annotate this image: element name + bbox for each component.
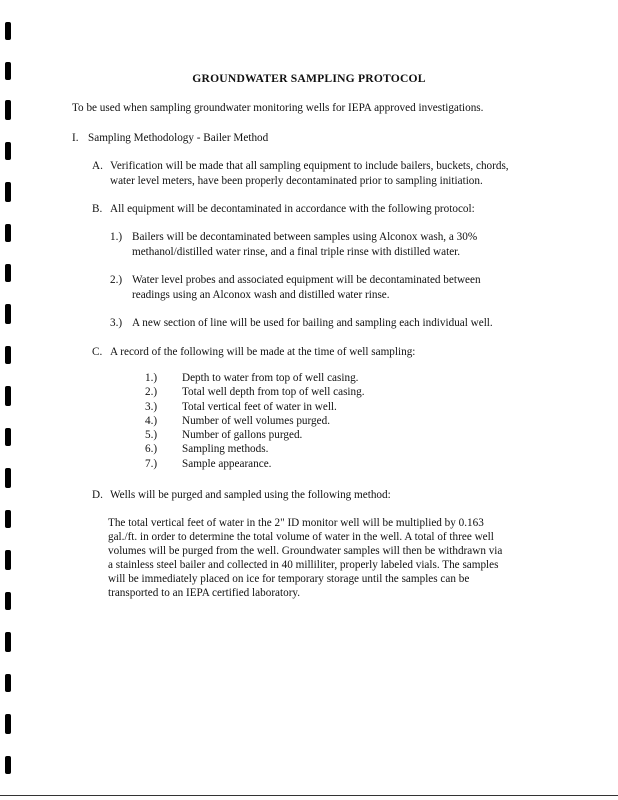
item-a-label: A. bbox=[92, 160, 103, 172]
binder-hole-mark bbox=[5, 550, 11, 570]
binder-hole-mark bbox=[5, 264, 11, 282]
item-b-sub2-line: Water level probes and associated equipment will be decontaminated between bbox=[132, 274, 481, 286]
record-list-item: 6.) Sampling methods. bbox=[145, 443, 269, 456]
item-d-paragraph-line: volumes will be purged from the well. Groundwater samples will then be withdrawn via bbox=[108, 545, 503, 557]
record-list-item: 1.) Depth to water from top of well casing. bbox=[145, 372, 359, 384]
binder-hole-mark bbox=[5, 674, 11, 692]
section-i-heading: Sampling Methodology - Bailer Method bbox=[88, 132, 269, 144]
document-title: GROUNDWATER SAMPLING PROTOCOL bbox=[192, 72, 426, 85]
item-b-sub1-num: 1.) bbox=[110, 231, 123, 243]
item-b-sub2-line: readings using an Alconox wash and distilled water rinse. bbox=[132, 289, 390, 301]
binder-hole-mark bbox=[5, 592, 11, 610]
binder-hole-mark bbox=[5, 632, 11, 652]
item-b-sub2-num: 2.) bbox=[110, 274, 123, 286]
item-b-sub3-num: 3.) bbox=[110, 317, 123, 329]
item-b-sub1-line: Bailers will be decontaminated between samples using Alconox wash, a 30% bbox=[132, 231, 478, 243]
item-d-paragraph-line: The total vertical feet of water in the 2" ID monitor well will be multiplied by 0.163 bbox=[108, 517, 484, 529]
record-list-item: 5.) Number of gallons purged. bbox=[145, 429, 303, 442]
item-a-line: water level meters, have been properly decontaminated prior to sampling initiation. bbox=[110, 175, 483, 187]
binder-hole-mark bbox=[5, 22, 11, 40]
item-b-text: All equipment will be decontaminated in accordance with the following protocol: bbox=[110, 203, 475, 215]
section-i-label: I. bbox=[72, 132, 79, 144]
binder-hole-mark bbox=[5, 100, 11, 120]
page-edge-line bbox=[0, 795, 618, 796]
binder-hole-mark bbox=[5, 428, 11, 446]
binder-hole-mark bbox=[5, 468, 11, 488]
item-d-text: Wells will be purged and sampled using the following method: bbox=[110, 489, 391, 501]
binder-hole-mark bbox=[5, 346, 11, 364]
binder-hole-mark bbox=[5, 142, 11, 160]
item-b-sub3-line: A new section of line will be used for bailing and sampling each individual well. bbox=[132, 317, 493, 329]
item-c-text: A record of the following will be made at the time of well sampling: bbox=[110, 346, 416, 358]
item-b-label: B. bbox=[92, 203, 103, 215]
item-d-label: D. bbox=[92, 489, 103, 501]
binder-hole-mark bbox=[5, 714, 11, 734]
binder-hole-mark bbox=[5, 386, 11, 406]
intro-text: To be used when sampling groundwater monitoring wells for IEPA approved investigations. bbox=[72, 102, 484, 114]
item-a-line: Verification will be made that all sampling equipment to include bailers, buckets, chords, bbox=[110, 160, 509, 172]
binder-hole-mark bbox=[5, 510, 11, 528]
binder-hole-mark bbox=[5, 182, 11, 202]
item-c-label: C. bbox=[92, 346, 103, 358]
item-b-sub1-line: methanol/distilled water rinse, and a final triple rinse with distilled water. bbox=[132, 246, 461, 258]
record-list bbox=[145, 371, 365, 471]
record-list-item: 3.) Total vertical feet of water in well. bbox=[145, 400, 337, 413]
record-list-item: 4.) Number of well volumes purged. bbox=[145, 414, 330, 427]
binder-hole-mark bbox=[5, 756, 11, 774]
item-d-paragraph-line: will be immediately placed on ice for temporary storage until the samples can be bbox=[108, 573, 470, 585]
record-list-item: 7.) Sample appearance. bbox=[145, 457, 272, 470]
item-d-paragraph-line: a stainless steel bailer and collected in 40 milliliter, properly labeled vials. The samples bbox=[108, 559, 499, 571]
record-list-item: 2.) Total well depth from top of well casing. bbox=[145, 386, 365, 399]
item-d-paragraph-line: transported to an IEPA certified laboratory. bbox=[108, 587, 301, 599]
binder-hole-mark bbox=[5, 304, 11, 324]
binder-hole-mark bbox=[5, 224, 11, 242]
item-d-paragraph-line: gal./ft. in order to determine the total volume of water in the well. A total of three well bbox=[108, 531, 494, 543]
